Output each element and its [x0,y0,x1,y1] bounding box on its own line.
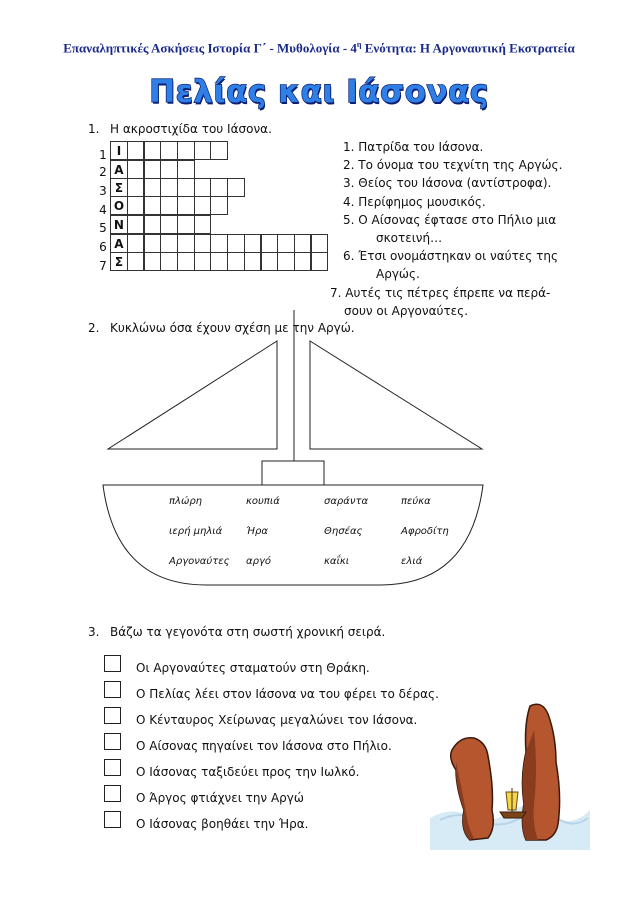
boat-word[interactable]: καΐκι [324,556,350,567]
order-checkbox[interactable] [104,707,121,724]
crossword-key-cell: Α [110,234,128,253]
clue-7-text: Αυτές τις πέτρες έπρεπε να περά- [345,285,551,300]
clue-2-text: Το όνομα του τεχνίτη της Αργώς. [358,158,563,173]
order-checkbox[interactable] [104,759,121,776]
boat-word[interactable]: Ήρα [246,526,268,537]
event-text: Οι Αργοναύτες σταματούν στη Θράκη. [136,661,370,675]
crossword-key-cell: Ν [110,215,128,234]
boat-word[interactable]: ιερή μηλιά [169,526,223,537]
crossword-row-number: 7 [99,259,107,273]
boat-word[interactable]: ελιά [401,556,423,567]
clue-5-text: Ο Αίσονας έφτασε στο Πήλιο μια [358,212,557,227]
crossword-key-cell: Σ [110,252,128,271]
header-sup: η [356,40,362,49]
crossword-row-number: 3 [99,184,107,198]
right-sail [310,341,482,449]
mast-base [262,461,324,485]
clue-7-continuation: σουν οι Αργοναύτες. [344,303,469,318]
clue-3-text: Θείος του Ιάσονα (αντίστροφα). [358,176,552,191]
question-1-number: 1. [88,122,100,136]
boat-word[interactable]: πεύκα [401,496,431,507]
clue-7-number: 7. [330,285,342,300]
boat-word[interactable]: Θησέας [324,526,363,537]
clue-6-number: 6. [343,249,355,264]
ship-body [500,812,526,818]
clashing-rocks-illustration [430,700,590,850]
question-2-number: 2. [88,321,100,335]
order-checkbox[interactable] [104,733,121,750]
clue-4-number: 4. [343,194,355,209]
page-title: Πελίας και Ιάσονας [149,74,489,110]
crossword-key-cell: Ο [110,196,128,215]
question-3-text: Βάζω τα γεγονότα στη σωστή χρονική σειρά. [110,625,386,639]
crossword-row-number: 5 [99,221,107,235]
crossword-row-number: 6 [99,240,107,254]
clue-6-text: Έτσι ονομάστηκαν οι ναύτες της [358,249,559,264]
clue-1-number: 1. [343,140,355,154]
order-checkbox[interactable] [104,811,121,828]
event-text: Ο Ιάσονας ταξιδεύει προς την Ιωλκό. [136,765,360,779]
boat-word[interactable]: κουπιά [246,496,280,507]
event-text: Ο Άργος φτιάχνει την Αργώ [136,791,304,805]
question-3 [88,625,385,639]
event-text: Ο Ιάσονας βοηθάει την Ήρα. [136,817,309,831]
header-text-a: Επαναληπτικές Ασκήσεις Ιστορία Γ΄ - Μυθολογία - 4 [63,40,357,56]
question-3-number: 3. [88,625,100,639]
event-text: Ο Κένταυρος Χείρωνας μεγαλώνει τον Ιάσονα. [136,713,418,727]
crossword-row-number: 2 [99,165,107,179]
boat-word[interactable]: σαράντα [324,496,369,507]
order-checkbox[interactable] [104,655,121,672]
crossword-key-cell: Α [110,160,128,179]
event-text: Ο Αίσονας πηγαίνει τον Ιάσονα στο Πήλιο. [136,739,392,753]
clue-3-number: 3. [343,176,355,191]
order-checkbox[interactable] [104,785,121,802]
question-2-text: Κυκλώνω όσα έχουν σχέση με την Αργώ. [110,321,355,335]
header-text-b: Ενότητα: Η Αργοναυτική Εκστρατεία [361,40,575,56]
left-sail [108,341,277,449]
clue-4-text: Περίφημος μουσικός. [358,194,486,209]
clue-6-continuation: Αργώς. [376,267,420,282]
question-1-text: Η ακροστιχίδα του Ιάσονα. [110,122,272,136]
crossword-key-cell: Ι [110,141,128,160]
boat-word[interactable]: πλώρη [169,496,202,507]
event-text: Ο Πελίας λέει στον Ιάσονα να του φέρει το δέρας. [136,687,439,701]
boat-word[interactable]: αργό [246,556,271,567]
clue-5-number: 5. [343,212,355,227]
crossword-row-number: 4 [99,203,107,217]
crossword-key-cell: Σ [110,178,128,197]
clue-1-text: Πατρίδα του Ιάσονα. [358,140,484,154]
boat-word[interactable]: Αργοναύτες [169,556,230,567]
clue-2-number: 2. [343,158,355,173]
boat-word[interactable]: Αφροδίτη [401,526,449,537]
crossword-row-number: 1 [99,148,107,162]
clue-5-continuation: σκοτεινή… [376,231,443,246]
order-checkbox[interactable] [104,681,121,698]
